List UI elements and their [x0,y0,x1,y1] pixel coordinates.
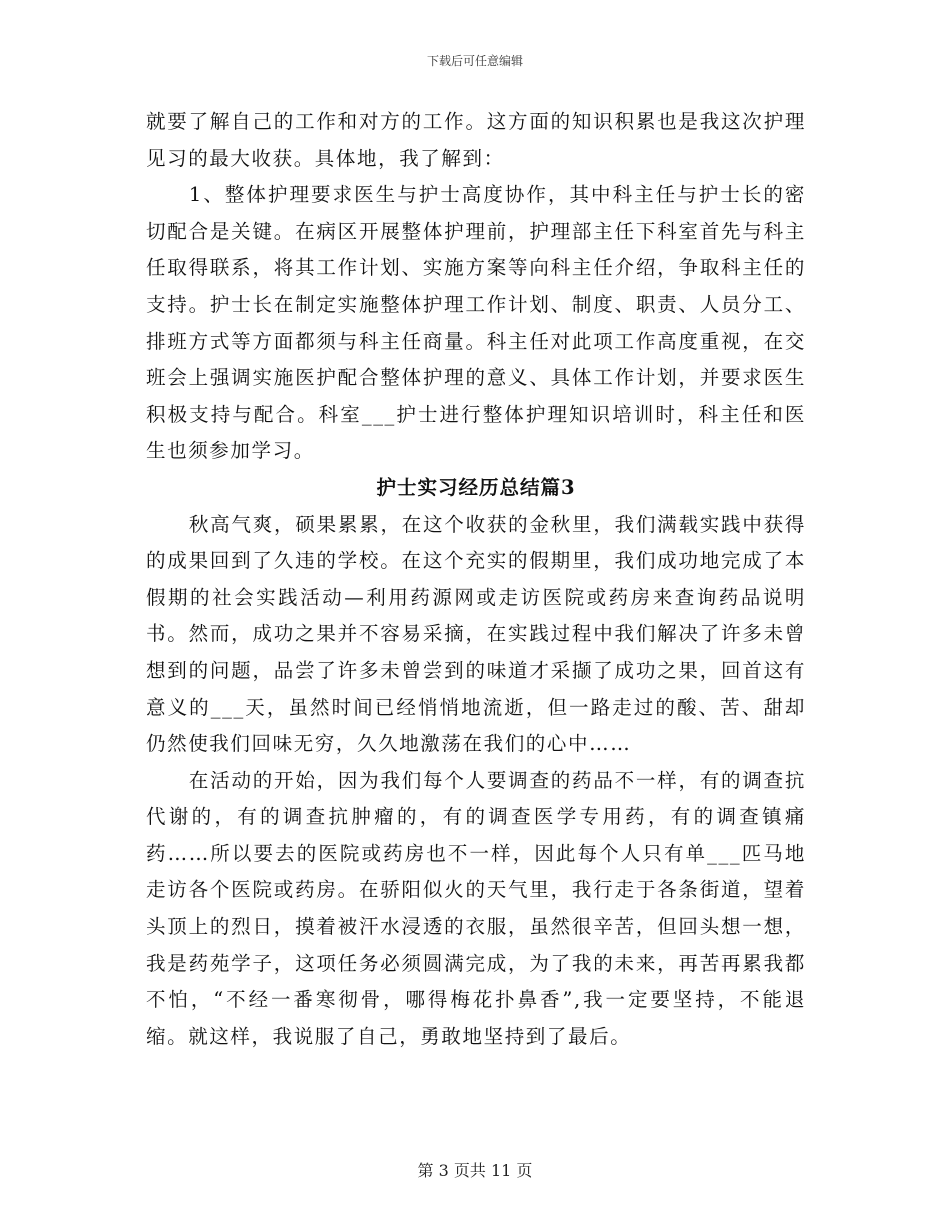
paragraph-item-1: 1、整体护理要求医生与护士高度协作，其中科主任与护士长的密切配合是关键。在病区开展整体护理前，护理部主任下科室首先与科主任取得联系，将其工作计划、实施方案等向科主任介绍，争取科主任的支持。护士长在制定实施整体护理工作计划、制度、职责、人员分工、排班方式等方面都须与科主任商量。科主任对此项工作高度重视，在交班会上强调实施医护配合整体护理的意义、具体工作计划，并要求医生积极支持与配合。科室___护士进行整体护理知识培训时，科主任和医生也须参加学习。 [146,183,806,463]
document-body [146,104,806,1055]
page-header: 下载后可任意编辑 [426,54,523,68]
page-footer: 第 3 页共 11 页 [417,1161,533,1180]
paragraph-continuation: 就要了解自己的工作和对方的工作。这方面的知识积累也是我这次护理见习的最大收获。具体地，我了解到： [146,110,806,170]
section-title: 护士实习经历总结篇3 [376,475,576,499]
paragraph-activity: 在活动的开始，因为我们每个人要调查的药品不一样，有的调查抗代谢的，有的调查抗肿瘤的，有的调查医学专用药，有的调查镇痛药……所以要去的医院或药房也不一样，因此每个人只有单___匹马地走访各个医院或药房。在骄阳似火的天气里，我行走于各条街道，望着头顶上的烈日，摸着被汗水浸透的衣服，虽然很辛苦，但回头想一想，我是药苑学子，这项任务必须圆满完成，为了我的未来，再苦再累我都不怕，“不经一番寒彻骨，哪得梅花扑鼻香”,我一定要坚持，不能退缩。就这样，我说服了自己，勇敢地坚持到了最后。 [146,768,806,1048]
paragraph-intro: 秋高气爽，硕果累累，在这个收获的金秋里，我们满载实践中获得的成果回到了久违的学校。在这个充实的假期里，我们成功地完成了本假期的社会实践活动—利用药源网或走访医院或药房来查询药品说明书。然而，成功之果并不容易采摘，在实践过程中我们解决了许多未曾想到的问题，品尝了许多未曾尝到的味道才采撷了成功之果，回首这有意义的___天，虽然时间已经悄悄地流逝，但一路走过的酸、苦、甜却仍然使我们回味无穷，久久地激荡在我们的心中…… [146,512,806,756]
